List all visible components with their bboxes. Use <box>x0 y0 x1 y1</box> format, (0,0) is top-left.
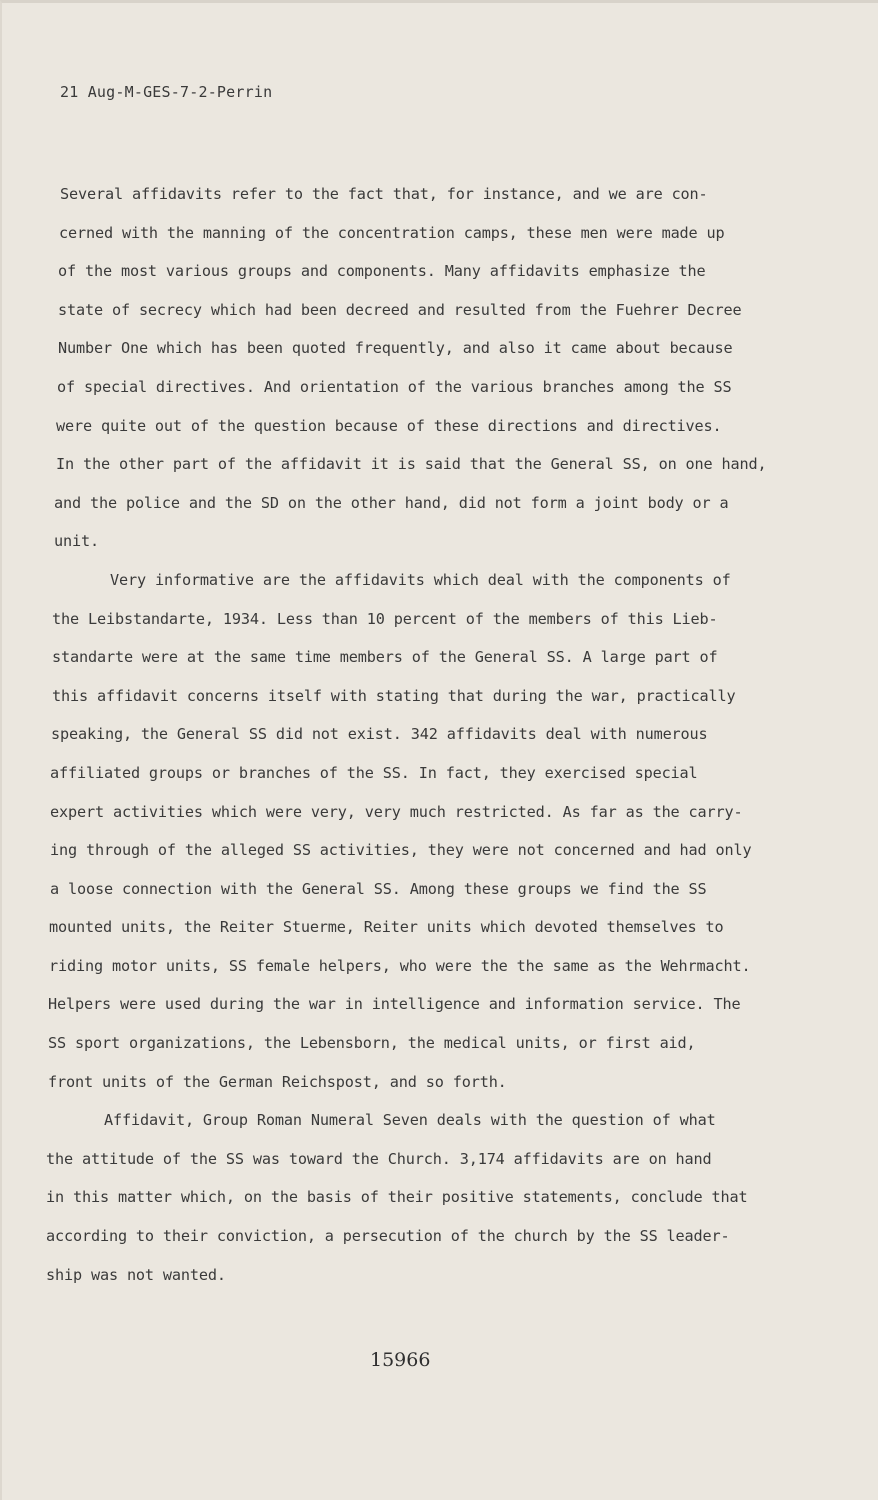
text-line: In the other part of the affidavit it is said that the General SS, on one hand, <box>56 455 767 474</box>
text-line: the Leibstandarte, 1934. Less than 10 percent of the members of this Lieb- <box>52 609 718 628</box>
document-body <box>48 175 818 1294</box>
text-line: mounted units, the Reiter Stuerme, Reiter units which devoted themselves to <box>49 918 724 937</box>
text-line: speaking, the General SS did not exist. 342 affidavits deal with numerous <box>51 725 708 744</box>
text-line: this affidavit concerns itself with stating that during the war, practically <box>52 686 736 705</box>
text-line: Helpers were used during the war in intelligence and information service. The <box>48 995 741 1014</box>
text-line: affiliated groups or branches of the SS. In fact, they exercised special <box>50 763 698 782</box>
text-line: unit. <box>54 532 99 551</box>
paragraph-1 <box>48 175 818 561</box>
text-line: of the most various groups and components. Many affidavits emphasize the <box>58 262 706 281</box>
text-line: ing through of the alleged SS activities, they were not concerned and had only <box>50 841 752 860</box>
text-line: cerned with the manning of the concentration camps, these men were made up <box>59 223 725 242</box>
text-line: SS sport organizations, the Lebensborn, the medical units, or first aid, <box>48 1034 696 1053</box>
text-line: Several affidavits refer to the fact that, for instance, and we are con- <box>60 185 708 203</box>
document-header: 21 Aug-M-GES-7-2-Perrin <box>60 83 273 101</box>
text-line: ship was not wanted. <box>46 1265 226 1284</box>
text-line: according to their conviction, a persecution of the church by the SS leader- <box>46 1227 730 1246</box>
text-line: the attitude of the SS was toward the Church. 3,174 affidavits are on hand <box>46 1149 712 1168</box>
text-line: Number One which has been quoted frequently, and also it came about because <box>58 339 733 358</box>
text-line: standarte were at the same time members of the General SS. A large part of <box>52 648 718 667</box>
text-line: riding motor units, SS female helpers, who were the the same as the Wehrmacht. <box>49 956 751 975</box>
text-line: and the police and the SD on the other hand, did not form a joint body or a <box>54 493 729 512</box>
text-line: Very informative are the affidavits which deal with the components of <box>110 570 731 589</box>
page-number: 15966 <box>370 1349 431 1371</box>
text-line: were quite out of the question because of these directions and directives. <box>56 416 722 435</box>
text-line: a loose connection with the General SS. Among these groups we find the SS <box>50 879 707 898</box>
paragraph-2 <box>48 561 818 1101</box>
text-line: expert activities which were very, very much restricted. As far as the carry- <box>50 802 743 821</box>
text-line: of special directives. And orientation of the various branches among the SS <box>57 377 732 396</box>
text-line: Affidavit, Group Roman Numeral Seven deals with the question of what <box>104 1111 716 1130</box>
paragraph-3 <box>48 1101 818 1294</box>
text-line: state of secrecy which had been decreed and resulted from the Fuehrer Decree <box>58 300 742 319</box>
text-line: front units of the German Reichspost, and so forth. <box>48 1072 507 1091</box>
text-line: in this matter which, on the basis of their positive statements, conclude that <box>46 1188 748 1207</box>
